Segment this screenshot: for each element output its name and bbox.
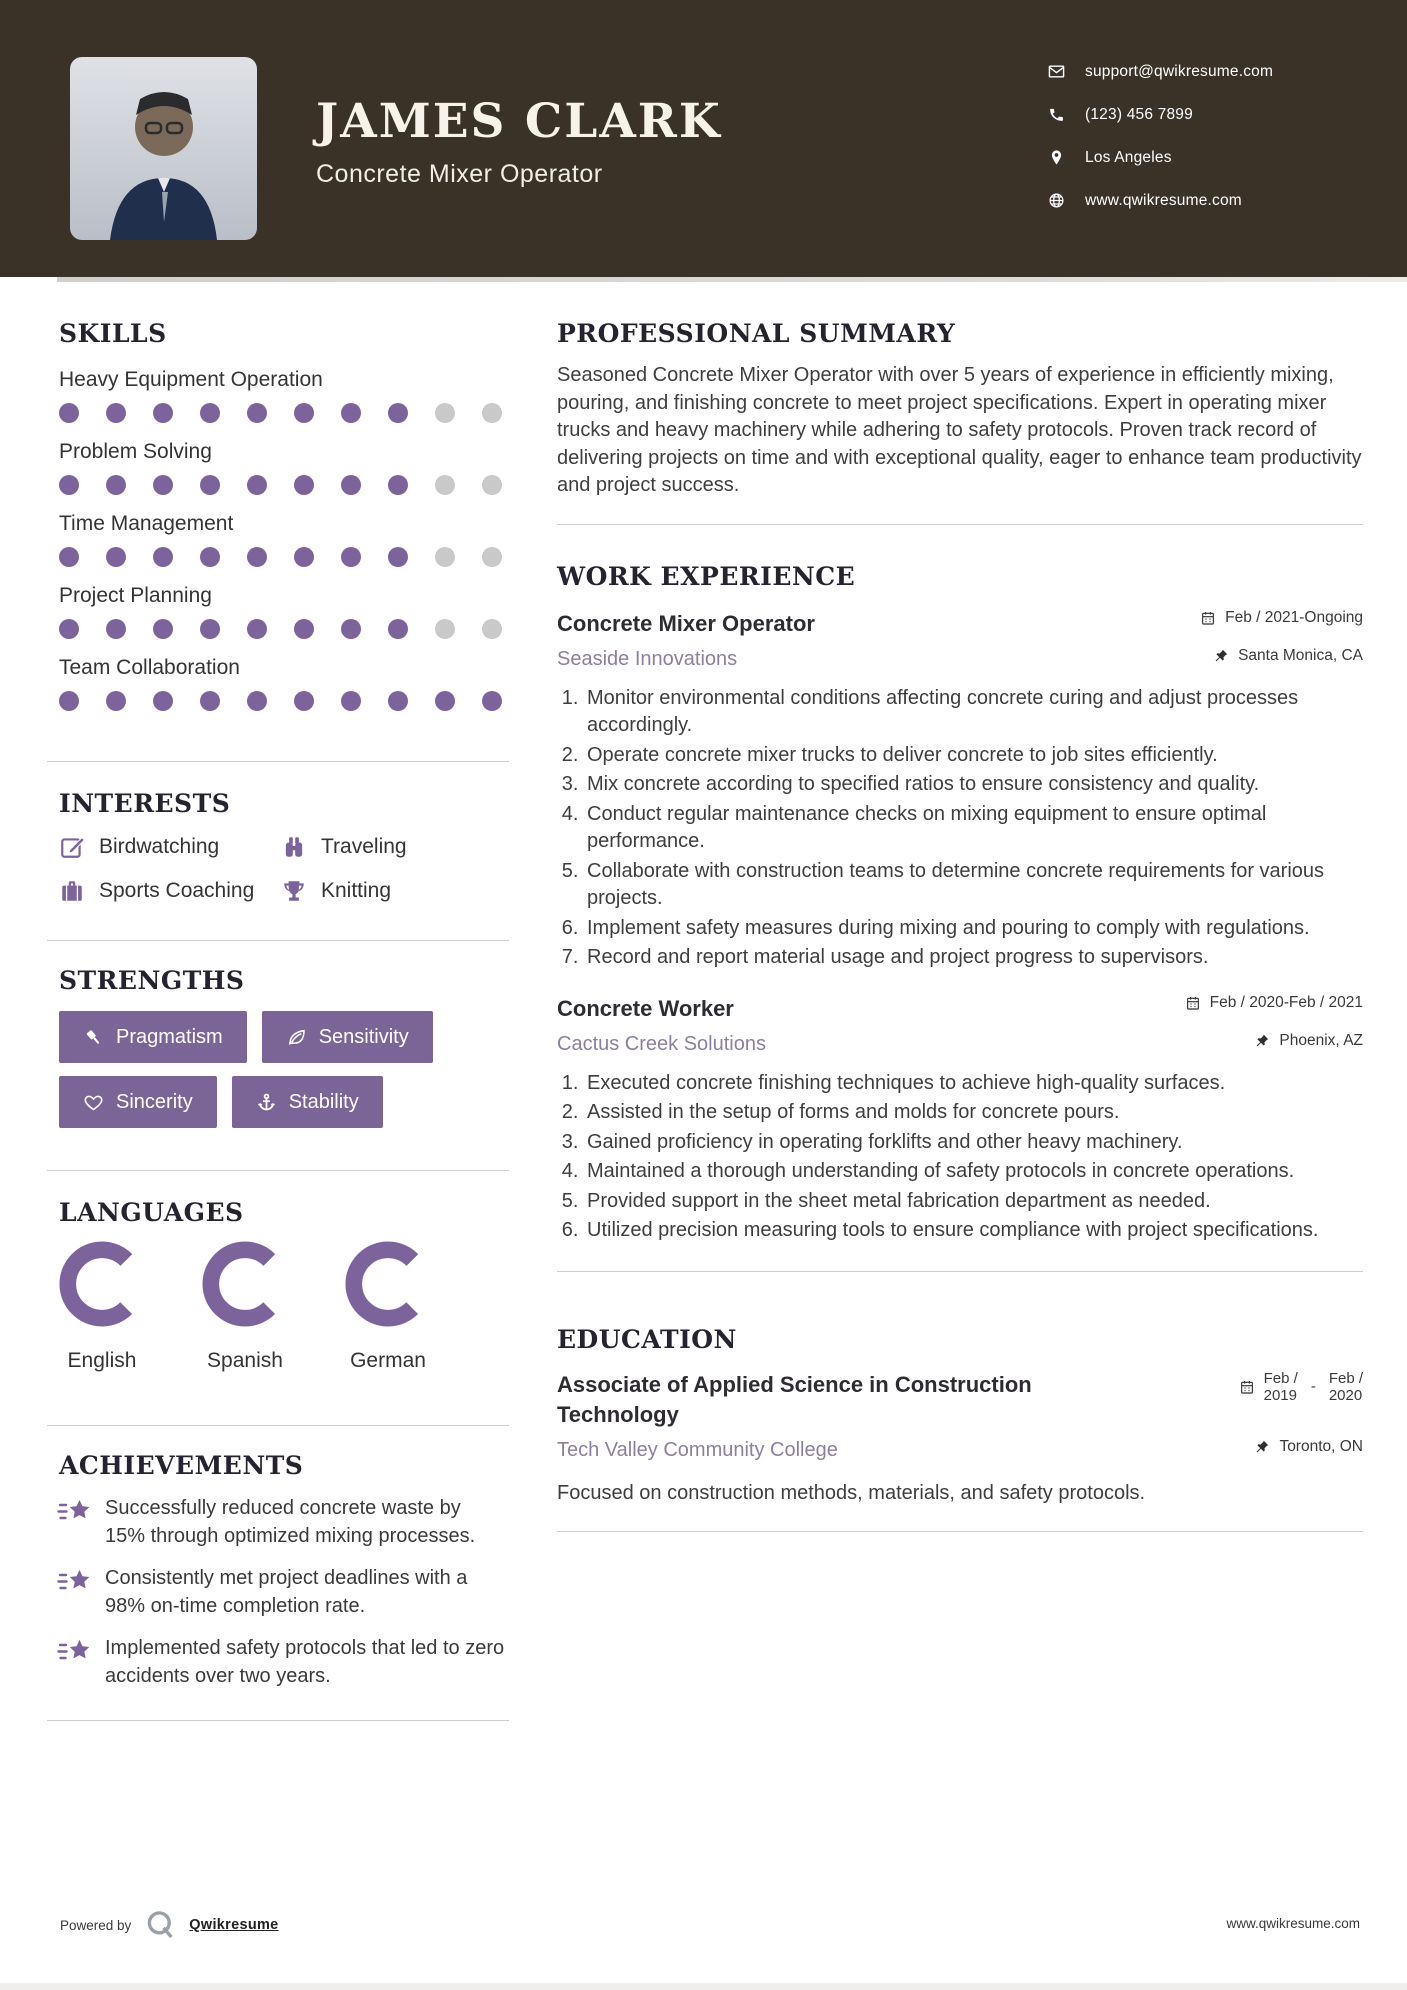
identity-block [316, 96, 722, 189]
binoculars-icon [281, 834, 307, 860]
phone-icon [1048, 106, 1065, 123]
education-description: Focused on construction methods, materials, and safety protocols. [557, 1481, 1146, 1504]
contact-list [1048, 50, 1273, 222]
header [0, 0, 1407, 277]
location-pin-icon [1048, 149, 1065, 166]
skills-heading: SKILLS [59, 319, 167, 348]
duty-item: 3. Gained proficiency in operating forklifts and other heavy machinery. [584, 1129, 1363, 1157]
language-level-arc [345, 1241, 431, 1327]
interest-item: Traveling [281, 834, 509, 860]
work-experience-heading: WORK EXPERIENCE [557, 561, 856, 591]
interests-list [59, 834, 509, 904]
duty-item: 3. Mix concrete according to specified ratios to ensure consistency and quality. [584, 771, 1363, 799]
divider [557, 1271, 1363, 1272]
divider [557, 524, 1363, 525]
duty-item: 5. Collaborate with construction teams to determine concrete requirements for various projects. [584, 858, 1363, 913]
header-shadow [57, 277, 1407, 282]
duty-item: 1. Monitor environmental conditions affecting concrete curing and adjust processes accordingly. [584, 685, 1363, 740]
skill-item: Team Collaboration [59, 654, 509, 711]
shooting-star-icon [57, 1566, 93, 1600]
duty-item: 2. Assisted in the setup of forms and molds for concrete pours. [584, 1099, 1363, 1127]
job-location: Phoenix, AZ [1254, 1032, 1363, 1050]
achievement-item: Implemented safety protocols that led to zero accidents over two years. [57, 1634, 505, 1690]
contact-phone[interactable]: (123) 456 7899 [1048, 93, 1273, 136]
date-start: Feb / 2019 [1263, 1369, 1298, 1404]
sidebar [47, 318, 509, 1721]
calendar-icon [1185, 995, 1201, 1011]
language-item: English [59, 1241, 145, 1375]
education-dates: Feb / 2019 - Feb / 2020 [1239, 1370, 1363, 1404]
skill-rating-dots [59, 403, 509, 423]
pushpin-icon [1213, 648, 1229, 664]
powered-by-label: Powered by [60, 1917, 132, 1933]
globe-icon [1048, 192, 1065, 209]
divider [47, 940, 509, 941]
divider [557, 1531, 1363, 1532]
job-title: Concrete Worker [557, 995, 734, 1021]
skills-list [47, 366, 509, 711]
job-entry [557, 994, 1363, 1245]
language-item: Spanish [202, 1241, 288, 1375]
skill-item: Heavy Equipment Operation [59, 366, 509, 423]
job-location: Santa Monica, CA [1213, 647, 1363, 665]
gavel-icon [83, 1027, 104, 1048]
skill-item: Project Planning [59, 582, 509, 639]
education-location: Toronto, ON [1254, 1438, 1363, 1456]
skill-rating-dots [59, 619, 509, 639]
strengths-list [59, 1011, 499, 1128]
briefcase-icon [59, 878, 85, 904]
interest-item: Birdwatching [59, 834, 281, 860]
achievement-item: Successfully reduced concrete waste by 15% through optimized mixing processes. [57, 1494, 505, 1550]
duty-item: 6. Utilized precision measuring tools to ensure compliance with project specifications. [584, 1217, 1363, 1245]
skill-rating-dots [59, 691, 509, 711]
job-entry [557, 609, 1363, 972]
divider [47, 1170, 509, 1171]
language-item: German [345, 1241, 431, 1375]
shooting-star-icon [57, 1496, 93, 1530]
summary-heading: PROFESSIONAL SUMMARY [557, 319, 956, 348]
person-title: Concrete Mixer Operator [316, 159, 603, 188]
languages-heading: LANGUAGES [59, 1198, 244, 1227]
calendar-icon [1200, 610, 1216, 626]
languages-list [59, 1241, 509, 1375]
strengths-heading: STRENGTHS [59, 966, 245, 995]
strength-badge: Pragmatism [59, 1011, 247, 1063]
date-end: Feb / 2020 [1328, 1369, 1363, 1404]
trophy-icon [281, 878, 307, 904]
summary-text: Seasoned Concrete Mixer Operator with over 5 years of experience in efficiently mixing, pouring, and finishing concrete to meet project specifications. Expert in operating mixer trucks and heavy machinery while adhering to safety protocols. Proven track record of delivering projects on time and with exceptional quality, eager to enhance team productivity and project success. [557, 364, 1362, 496]
leaf-icon [286, 1027, 307, 1048]
duty-item: 2. Operate concrete mixer trucks to deliver concrete to job sites efficiently. [584, 742, 1363, 770]
footer-brand [60, 1908, 279, 1942]
footer-website[interactable]: www.qwikresume.com [1226, 1916, 1360, 1931]
education-entry [557, 1370, 1363, 1508]
profile-photo [70, 57, 257, 240]
person-name: JAMES CLARK [316, 94, 722, 149]
interest-item: Knitting [281, 878, 509, 904]
edit-icon [59, 834, 85, 860]
interest-item: Sports Coaching [59, 878, 281, 904]
contact-location: Los Angeles [1048, 136, 1273, 179]
heart-icon [83, 1092, 104, 1113]
skill-item: Problem Solving [59, 438, 509, 495]
duty-item: 4. Maintained a thorough understanding of safety protocols in concrete operations. [584, 1158, 1363, 1186]
calendar-icon [1239, 1379, 1255, 1395]
contact-website[interactable]: www.qwikresume.com [1048, 179, 1273, 222]
pushpin-icon [1254, 1033, 1270, 1049]
divider [47, 1425, 509, 1426]
skill-item: Time Management [59, 510, 509, 567]
strength-badge: Sincerity [59, 1076, 217, 1128]
duty-item: 5. Provided support in the sheet metal fabrication department as needed. [584, 1188, 1363, 1216]
school-name: Tech Valley Community College [557, 1438, 838, 1461]
company-name: Cactus Creek Solutions [557, 1032, 766, 1055]
achievement-item: Consistently met project deadlines with a 98% on-time completion rate. [57, 1564, 505, 1620]
email-icon [1048, 63, 1065, 80]
duty-item: 6. Implement safety measures during mixing and pouring to comply with regulations. [584, 915, 1363, 943]
skill-rating-dots [59, 475, 509, 495]
contact-email[interactable]: support@qwikresume.com [1048, 50, 1273, 93]
education-heading: EDUCATION [557, 1324, 737, 1354]
achievements-list [57, 1494, 509, 1690]
strength-badge: Sensitivity [262, 1011, 433, 1063]
duty-item: 1. Executed concrete finishing techniques to achieve high-quality surfaces. [584, 1070, 1363, 1098]
pushpin-icon [1254, 1439, 1270, 1455]
qwikresume-logo-icon [143, 1908, 177, 1942]
job-title: Concrete Mixer Operator [557, 610, 815, 636]
duty-item: 7. Record and report material usage and project progress to supervisors. [584, 944, 1363, 972]
job-duties-list [557, 1070, 1363, 1245]
language-level-arc [202, 1241, 288, 1327]
person-photo-placeholder [70, 57, 257, 240]
divider [47, 1720, 509, 1721]
interests-heading: INTERESTS [59, 789, 231, 818]
strength-badge: Stability [232, 1076, 383, 1128]
language-level-arc [59, 1241, 145, 1327]
achievements-heading: ACHIEVEMENTS [59, 1451, 304, 1480]
qwikresume-link[interactable]: Qwikresume [189, 1917, 279, 1933]
anchor-icon [256, 1092, 277, 1113]
degree-title: Associate of Applied Science in Construction Technology [557, 1371, 1032, 1427]
main-column [557, 318, 1363, 1532]
job-dates: Feb / 2020-Feb / 2021 [1185, 994, 1363, 1012]
job-dates: Feb / 2021-Ongoing [1200, 609, 1363, 627]
job-duties-list [557, 685, 1363, 972]
divider [47, 761, 509, 762]
duty-item: 4. Conduct regular maintenance checks on mixing equipment to ensure optimal performance. [584, 801, 1363, 856]
shooting-star-icon [57, 1636, 93, 1670]
company-name: Seaside Innovations [557, 647, 738, 670]
skill-rating-dots [59, 547, 509, 567]
page-bottom-strip [0, 1983, 1407, 1990]
